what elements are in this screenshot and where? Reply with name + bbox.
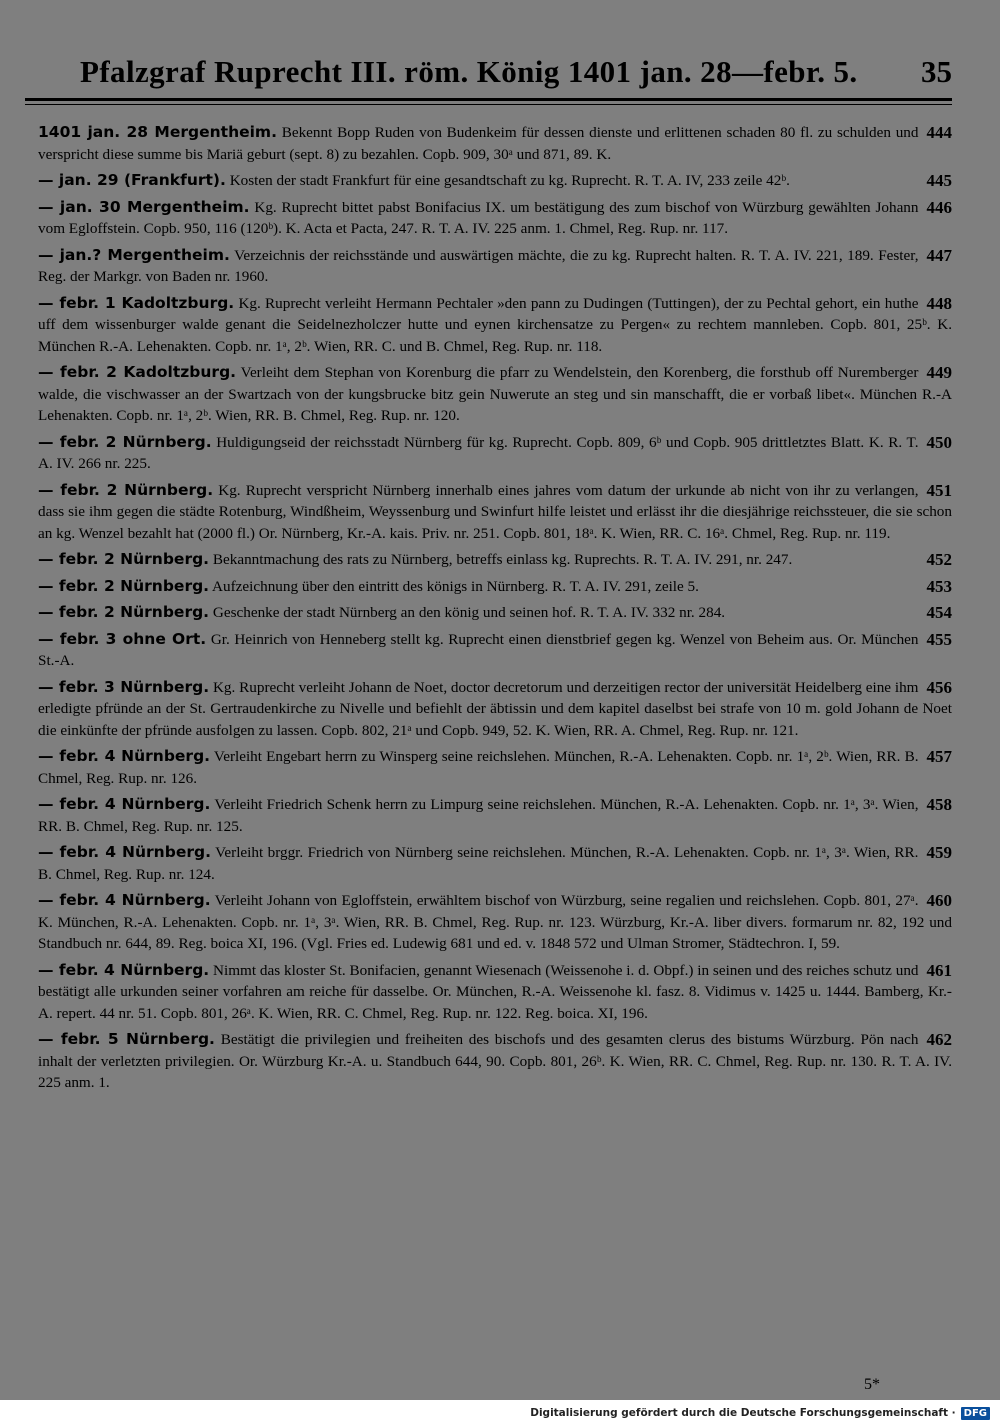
entry-number: 459 — [926, 843, 952, 862]
entry-date: — febr. 4 Nürnberg. — [38, 891, 211, 909]
entry-number: 457 — [926, 747, 952, 766]
digitization-footer — [0, 1400, 1000, 1426]
entry-number: 461 — [926, 960, 952, 980]
entry-number: 455 — [926, 629, 952, 649]
entry-date: — febr. 4 Nürnberg. — [38, 960, 210, 979]
entry-date: — febr. 4 Nürnberg. — [38, 795, 211, 813]
entry-date: — febr. 4 Nürnberg. — [38, 843, 211, 861]
entry-number: 462 — [926, 1030, 952, 1049]
entry-number: 444 — [926, 123, 952, 142]
entry-date: — febr. 1 Kadoltzburg. — [38, 293, 235, 312]
entry-number: 452 — [926, 550, 952, 569]
entry-date: — febr. 2 Kadoltzburg. — [38, 363, 237, 381]
entry-text: Bekanntmachung des rats zu Nürnberg, betreffs einlass kg. Ruprechts. R. T. A. IV. 291, nr. 247. — [212, 551, 793, 568]
entry-text: Huldigungseid der reichsstadt Nürnberg für kg. Ruprecht. Copb. 809, 6ᵇ und Copb. 905 drittletztes Blatt. K. R. T. A. IV. 266 nr. 225. — [38, 433, 919, 472]
regest-entry — [38, 1029, 952, 1094]
regest-entry — [38, 293, 952, 358]
page-number: 35 — [921, 54, 952, 89]
entry-date: — febr. 2 Nürnberg. — [38, 432, 212, 451]
entry-text: Aufzeichnung über den eintritt des königs in Nürnberg. R. T. A. IV. 291, zeile 5. — [212, 577, 699, 595]
entry-text: Kosten der stadt Frankfurt für eine gesandtschaft zu kg. Ruprecht. R. T. A. IV, 233 zeile 42ᵇ. — [229, 172, 790, 189]
entry-date: — jan. 29 (Frankfurt). — [38, 171, 226, 189]
regest-entry — [38, 842, 952, 885]
entry-number: 445 — [926, 171, 952, 190]
entry-text: Verleiht Johann von Egloffstein, erwähltem bischof von Würzburg, seine regalien und reichslehen. Copb. 801, 27ᵃ. K. München, R.-A. Lehenakten. Copb. nr. 1ᵃ, 3ᵃ. Wien, RR. B. Chmel, Reg. Rup. nr. 123. Würzburg, Kr.-A. liber divers. formarum nr. 82, 192 und Standbuch nr. 644, 89. Reg. boica XI, 196. (Vgl. Fries ed. Ludewig 681 und ed. v. 1848 572 und Ulman Stromer, Städtechron. I, 59. — [38, 892, 952, 952]
entry-number: 450 — [926, 432, 952, 452]
regest-entry — [38, 746, 952, 789]
header-rule-thick — [25, 98, 952, 101]
entry-text: Kg. Ruprecht verleiht Hermann Pechtaler »den pann zu Dudingen (Tuttingen), der zu Pechtal gehort, ein huthe uff dem wissenburger walde genant die Seidelnezholczer hutte und eynen kirchensatze zu Pergen« zu rechtem mannleben. Copb. 801, 25ᵇ. K. München R.-A. Lehenakten. Copb. nr. 1ᵃ, 2ᵇ. Wien, RR. C. und B. Chmel, Reg. Rup. nr. 118. — [38, 294, 952, 355]
entry-number: 454 — [926, 603, 952, 622]
dfg-logo: DFG — [961, 1407, 990, 1420]
regest-entry — [38, 629, 952, 672]
entry-text: Verleiht dem Stephan von Korenburg die pfarr zu Wendelstein, den Korenberg, die forsthub off Nuremberger walde, die vischwasser an der Swartzach von der kungsbrucke bitz gein Nuwerute an steg und sin manschafft, die er vorbaß libet«. München R.-A Lehenakten. Copb. nr. 1ᵃ, 2ᵇ. Wien, RR. B. Chmel, Reg. Rup. nr. 120. — [38, 364, 952, 424]
entry-text: Kg. Ruprecht verleiht Johann de Noet, doctor decretorum und derzeitigen rector der universität Heidelberg eine ihm erledigte pfründe an der St. Gertraudenkirche zu Nivelle und befiehlt der äbtissin und dem kapitel daselbst bei strafe von 10 m. gold Johann de Noet die einkünfte der pfründe ausfolgen zu lassen. Copb. 802, 21ᵃ und Copb. 949, 52. K. Wien, RR. A. Chmel, Reg. Rup. nr. 121. — [38, 678, 952, 739]
entry-date: — febr. 2 Nürnberg. — [38, 603, 210, 621]
regest-entry — [38, 362, 952, 427]
entry-text: Gr. Heinrich von Henneberg stellt kg. Ruprecht einen dienstbrief gegen kg. Wenzel von Beheim aus. Or. München St.-A. — [38, 630, 919, 669]
entry-date: — febr. 5 Nürnberg. — [38, 1030, 215, 1048]
entry-number: 460 — [926, 891, 952, 910]
running-header — [25, 50, 952, 90]
entry-text: Bekennt Bopp Ruden von Budenkeim für dessen dienste und erlittenen schaden 80 fl. zu schulden und verspricht diese summe bis Mariä geburt (sept. 8) zu bezahlen. Copb. 909, 30ᵃ und 871, 89. K. — [38, 124, 919, 163]
regest-entry — [38, 890, 952, 955]
funding-note: Digitalisierung gefördert durch die Deutsche Forschungsgemeinschaft · — [530, 1407, 956, 1419]
entry-number: 453 — [926, 576, 952, 596]
entry-text: Bestätigt die privilegien und freiheiten des bischofs und des gesamten clerus des bistums Würzburg. Pön nach inhalt der verletzten privilegien. Or. Würzburg Kr.-A. u. Standbuch 644, 90. Copb. 801, 26ᵇ. K. Wien, RR. C. Chmel, Reg. Rup. nr. 130. R. T. A. IV. 225 anm. 1. — [38, 1031, 952, 1091]
entry-date: — febr. 2 Nürnberg. — [38, 550, 210, 568]
entry-number: 448 — [926, 293, 952, 313]
entry-date: — febr. 2 Nürnberg. — [38, 576, 210, 595]
header-rule-thin — [25, 104, 952, 105]
regest-entry — [38, 794, 952, 837]
entry-date: — febr. 2 Nürnberg. — [38, 480, 214, 499]
entry-text: Verleiht Friedrich Schenk herrn zu Limpurg seine reichslehen. München, R.-A. Lehenakten. Copb. nr. 1ᵃ, 3ᵃ. Wien, RR. B. Chmel, Reg. Rup. nr. 125. — [38, 796, 919, 835]
entry-number: 447 — [926, 245, 952, 265]
entry-text: Geschenke der stadt Nürnberg an den könig und seinen hof. R. T. A. IV. 332 nr. 284. — [212, 604, 726, 621]
regest-entry — [38, 122, 952, 165]
entry-date: 1401 jan. 28 Mergentheim. — [38, 123, 277, 141]
regest-entry — [38, 677, 952, 742]
regest-entry — [38, 170, 952, 192]
regest-entry — [38, 245, 952, 288]
entry-date: — febr. 3 ohne Ort. — [38, 629, 207, 648]
entry-text: Verzeichnis der reichsstände und auswärtigen mächte, die zu kg. Ruprecht halten. R. T. A. IV. 221, 189. Fester, Reg. der Markgr. von Baden nr. 1960. — [38, 246, 919, 285]
entry-number: 451 — [926, 480, 952, 500]
entry-text: Kg. Ruprecht bittet pabst Bonifacius IX. um bestätigung des zum bischof von Würzburg gewählten Johann vom Egloffstein. Copb. 950, 116 (120ᵇ). K. Acta et Pacta, 247. R. T. A. IV. 225 anm. 1. Chmel, Reg. Rup. nr. 117. — [38, 198, 919, 237]
entry-text: Verleiht brggr. Friedrich von Nürnberg seine reichslehen. München, R.-A. Lehenakten. Copb. nr. 1ᵃ, 3ᵃ. Wien, RR. B. Chmel, Reg. Rup. nr. 124. — [38, 844, 919, 883]
regest-entry — [38, 197, 952, 240]
regest-entry — [38, 432, 952, 475]
entry-number: 449 — [926, 363, 952, 382]
regesta-list — [38, 122, 952, 1099]
entry-number: 456 — [926, 677, 952, 697]
entry-number: 446 — [926, 197, 952, 217]
entry-date: — jan. 30 Mergentheim. — [38, 197, 250, 216]
page-title: Pfalzgraf Ruprecht III. röm. König 1401 jan. 28—febr. 5. — [80, 54, 858, 89]
regest-entry — [38, 549, 952, 571]
entry-date: — jan.? Mergentheim. — [38, 245, 230, 264]
entry-text: Kg. Ruprecht verspricht Nürnberg innerhalb eines jahres vom datum der urkunde ab nicht von ihr zu verlangen, dass sie ihm gegen die städte Rotenburg, Windßheim, Weyssenburg und Swinfurt hilfe leistet und erlässt ihr die diesjährige reichssteuer, die sie schon an kg. Wenzel bezahlt hat (2000 fl.) Or. Nürnberg, Kr.-A. kais. Priv. nr. 251. Copb. 801, 18ᵃ. K. Wien, RR. C. 16ᵃ. Chmel, Reg. Rup. nr. 119. — [38, 481, 952, 542]
entry-text: Verleiht Engebart herrn zu Winsperg seine reichslehen. München, R.-A. Lehenakten. Copb. nr. 1ᵃ, 2ᵇ. Wien, RR. B. Chmel, Reg. Rup. nr. 126. — [38, 748, 919, 787]
entry-number: 458 — [926, 795, 952, 814]
regest-entry — [38, 602, 952, 624]
regest-entry — [38, 576, 952, 598]
entry-text: Nimmt das kloster St. Bonifacien, genannt Wiesenach (Weissenohe i. d. Obpf.) in seinen und des reiches schutz und bestätigt alle urkunden seiner vorfahren am reiche für dasselbe. Or. München, R.-A. Weissenohe kl. fasz. 8. Vidimus v. 1425 u. 1444. Bamberg, Kr.-A. repert. 44 nr. 51. Copb. 801, 26ᵃ. K. Wien, RR. C. Chmel, Reg. Rup. nr. 122. Reg. boica. XI, 196. — [38, 961, 952, 1022]
regest-entry — [38, 960, 952, 1025]
entry-date: — febr. 3 Nürnberg. — [38, 677, 210, 696]
regest-entry — [38, 480, 952, 545]
signature-mark: 5* — [864, 1376, 880, 1393]
entry-date: — febr. 4 Nürnberg. — [38, 747, 211, 765]
